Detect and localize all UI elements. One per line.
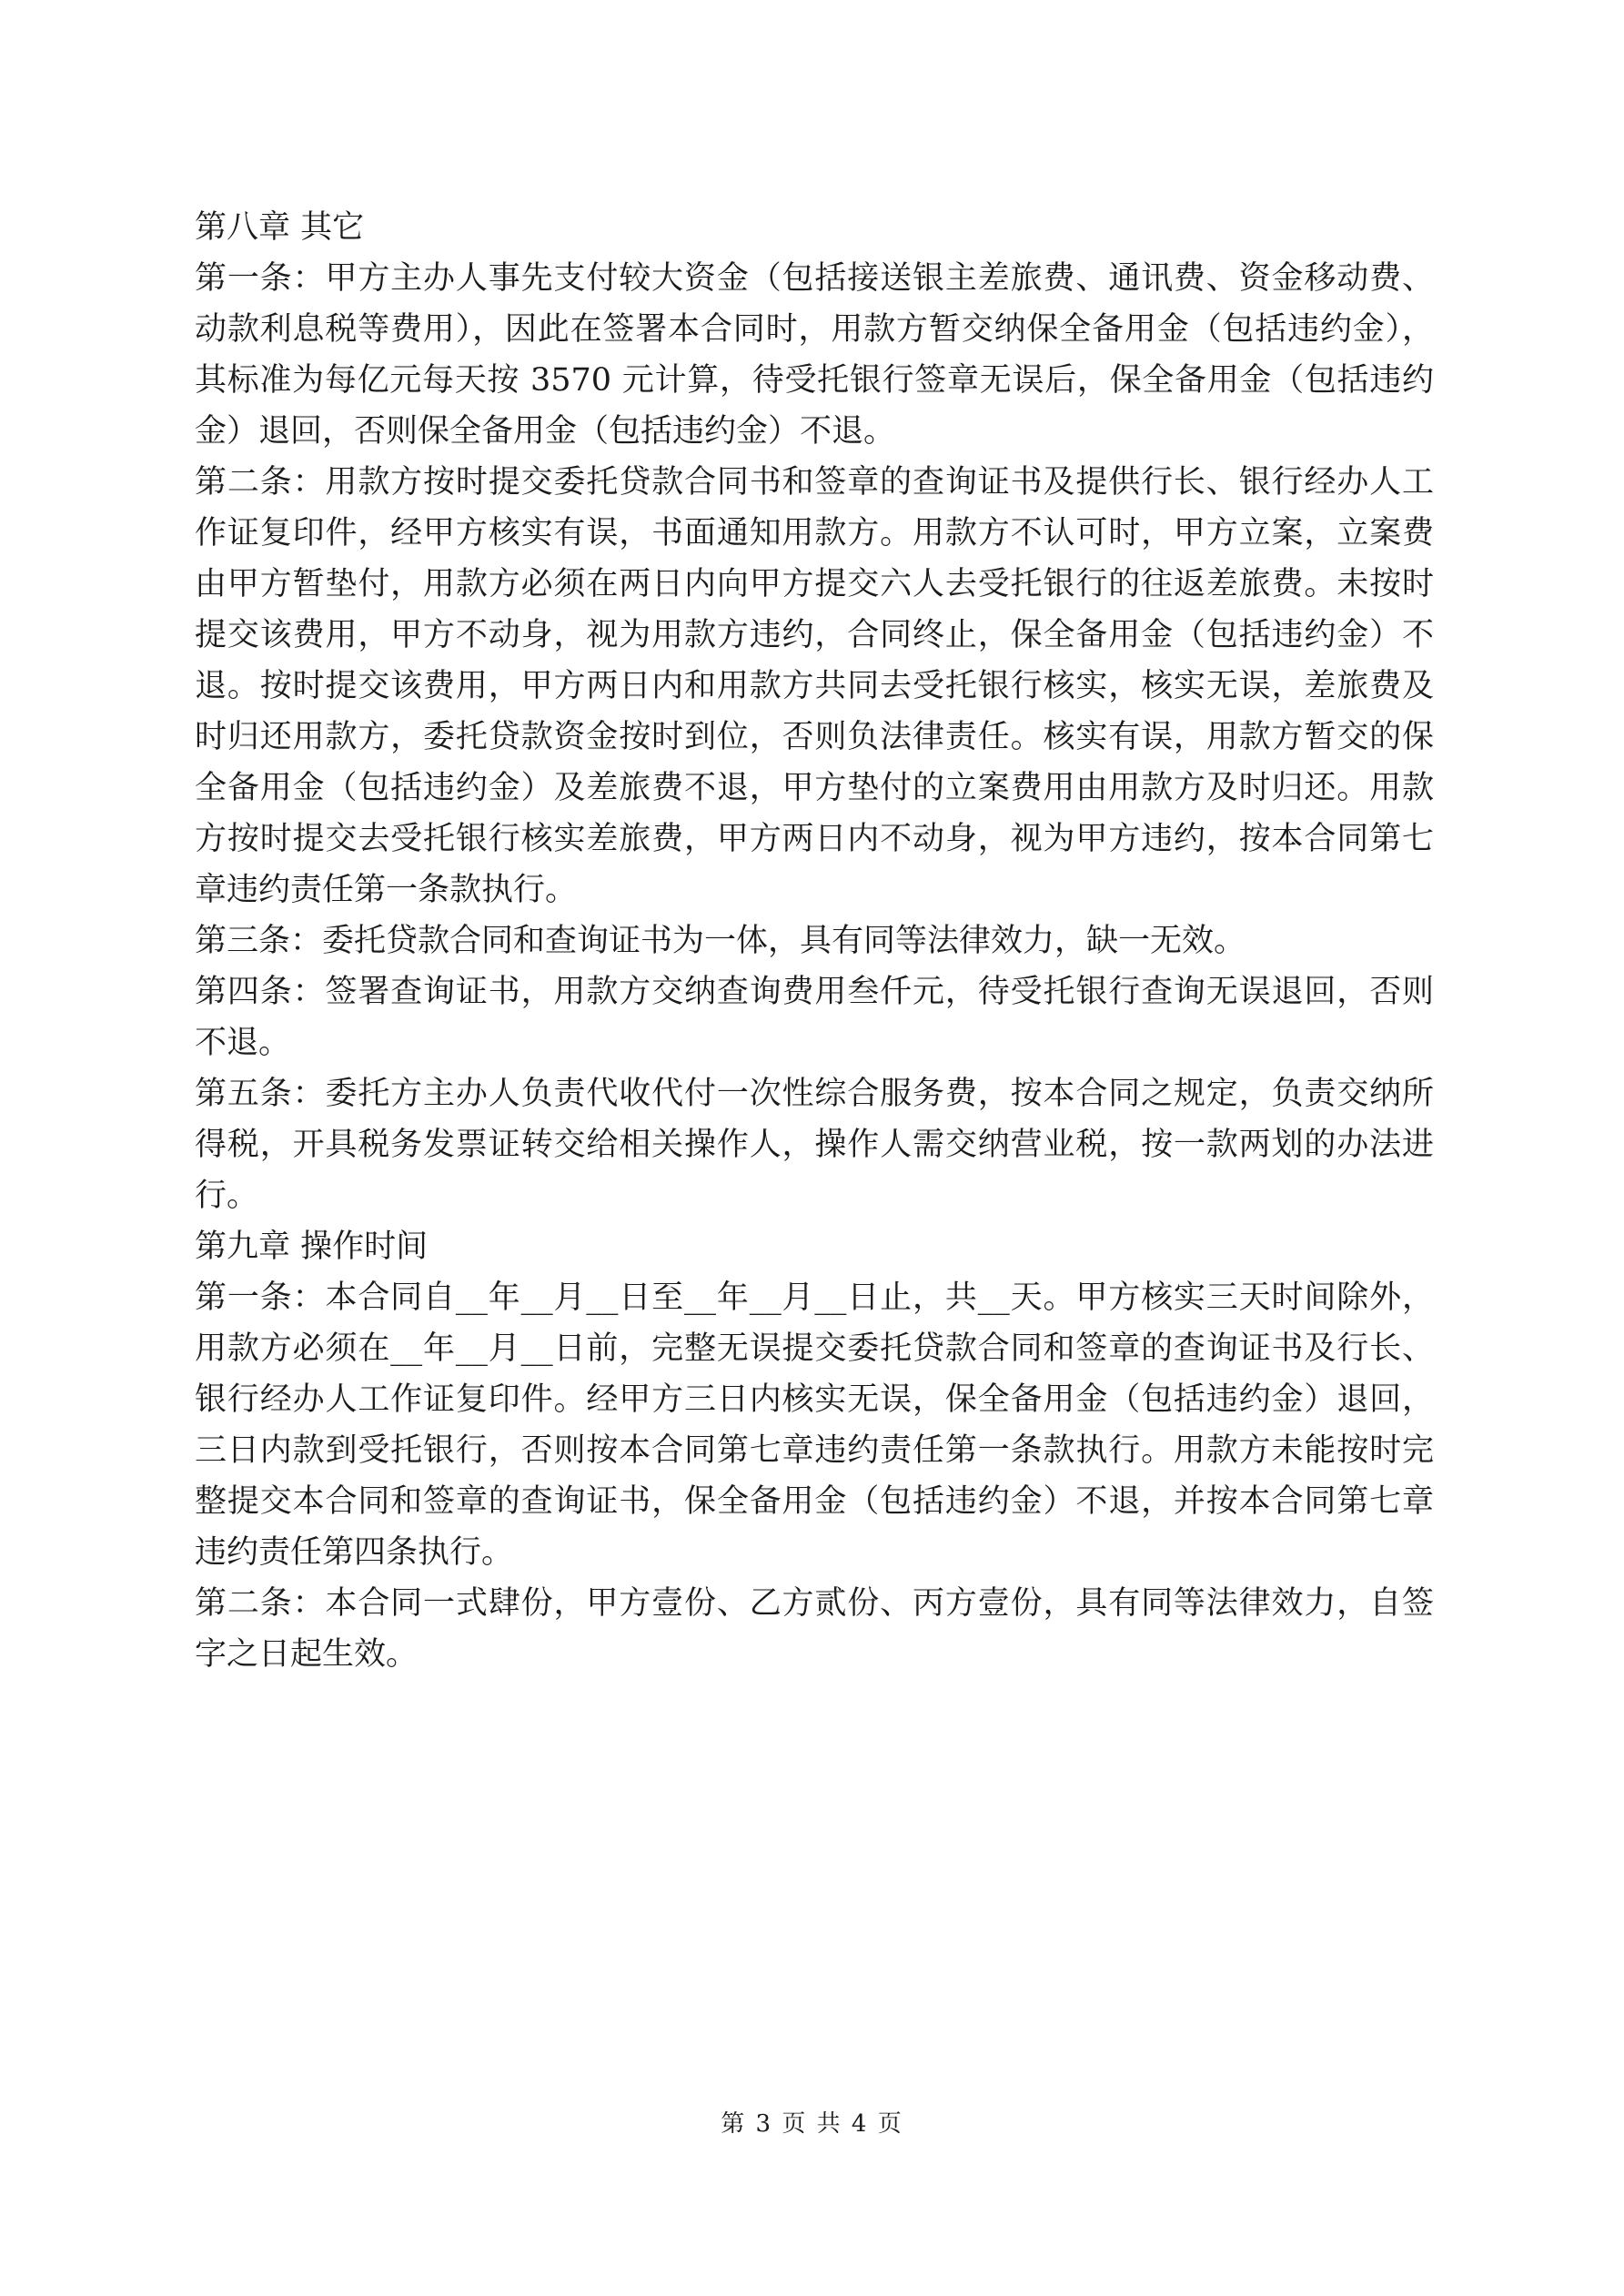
chapter-heading: 第八章 其它 [195, 209, 365, 246]
article-paragraph: 第一条：甲方主办人事先支付较大资金（包括接送银主差旅费、通讯费、资金移动费、动款利息税等费用），因此在签署本合同时，用款方暂交纳保全备用金（包括违约金），其标准为每亿元每天按 3570 元计算，待受托银行签章无误后，保全备用金（包括违约金）退回，否则保全备用金（包括违约金）不退。 [195, 260, 1434, 450]
article-paragraph: 第二条：用款方按时提交委托贷款合同书和签章的查询证书及提供行长、银行经办人工作证复印件，经甲方核实有误，书面通知用款方。用款方不认可时，甲方立案，立案费由甲方暂垫付，用款方必须在两日内向甲方提交六人去受托银行的往返差旅费。未按时提交该费用，甲方不动身，视为用款方违约，合同终止，保全备用金（包括违约金）不退。按时提交该费用，甲方两日内和用款方共同去受托银行核实，核实无误，差旅费及时归还用款方，委托贷款资金按时到位，否则负法律责任。核实有误，用款方暂交的保全备用金（包括违约金）及差旅费不退，甲方垫付的立案费用由用款方及时归还。用款方按时提交去受托银行核实差旅费，甲方两日内不动身，视为甲方违约，按本合同第七章违约责任第一条款执行。 [195, 464, 1434, 908]
article-paragraph: 第四条：签署查询证书，用款方交纳查询费用叁仟元，待受托银行查询无误退回，否则不退。 [195, 974, 1434, 1061]
chapter-heading: 第九章 操作时间 [195, 1229, 429, 1265]
article-paragraph: 第一条：本合同自__年__月__日至__年__月__日止，共__天。甲方核实三天时间除外，用款方必须在__年__月__日前，完整无误提交委托贷款合同和签章的查询证书及行长、银行经办人工作证复印件。经甲方三日内核实无误，保全备用金（包括违约金）退回，三日内款到受托银行，否则按本合同第七章违约责任第一条款执行。用款方未能按时完整提交本合同和签章的查询证书，保全备用金（包括违约金）不退，并按本合同第七章违约责任第四条执行。 [195, 1279, 1434, 1571]
document-body [195, 202, 1434, 1680]
article-paragraph: 第三条：委托贷款合同和查询证书为一体，具有同等法律效力，缺一无效。 [195, 923, 1246, 959]
article-paragraph: 第二条：本合同一式肆份，甲方壹份、乙方贰份、丙方壹份，具有同等法律效力，自签字之日起生效。 [195, 1585, 1434, 1673]
page-number-footer: 第 3 页 共 4 页 [721, 2110, 903, 2138]
article-paragraph: 第五条：委托方主办人负责代收代付一次性综合服务费，按本合同之规定，负责交纳所得税，开具税务发票证转交给相关操作人，操作人需交纳营业税，按一款两划的办法进行。 [195, 1076, 1434, 1214]
